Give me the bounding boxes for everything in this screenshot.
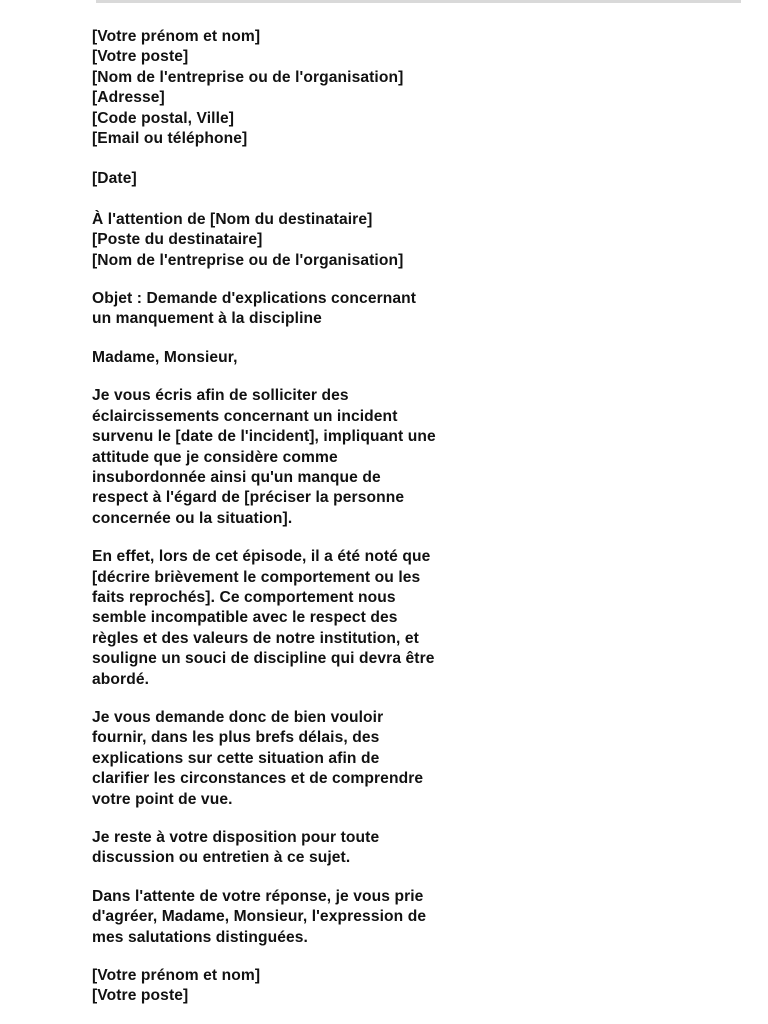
recipient-attention: À l'attention de [Nom du destinataire] bbox=[92, 210, 373, 228]
paragraph-line: survenu le [date de l'incident], impliquant une bbox=[92, 428, 436, 446]
paragraph-line: discussion ou entretien à ce sujet. bbox=[92, 849, 351, 867]
paragraph bbox=[92, 708, 742, 810]
subject-line: Objet : Demande d'explications concernant bbox=[92, 290, 417, 308]
closing-paragraph bbox=[92, 887, 742, 948]
paragraph-line: faits reprochés]. Ce comportement nous bbox=[92, 588, 396, 606]
paragraph-line: fournir, dans les plus brefs délais, des bbox=[92, 729, 380, 747]
paragraph-line: attitude que je considère comme bbox=[92, 448, 338, 466]
paragraph bbox=[92, 386, 742, 529]
recipient-block bbox=[92, 210, 742, 271]
paragraph-line: Dans l'attente de votre réponse, je vous prie bbox=[92, 887, 424, 905]
sender-contact: [Email ou téléphone] bbox=[92, 130, 248, 148]
paragraph-line: semble incompatible avec le respect des bbox=[92, 609, 398, 627]
sender-postal-city: [Code postal, Ville] bbox=[92, 109, 235, 127]
paragraph-line: explications sur cette situation afin de bbox=[92, 749, 380, 767]
signature-block bbox=[92, 966, 742, 1007]
paragraph-line: insubordonnée ainsi qu'un manque de bbox=[92, 468, 381, 486]
paragraph-line: [décrire brièvement le comportement ou les bbox=[92, 568, 421, 586]
paragraph-line: Je reste à votre disposition pour toute bbox=[92, 829, 380, 846]
date-block bbox=[92, 169, 742, 189]
subject-block bbox=[92, 289, 742, 330]
sender-block bbox=[92, 27, 742, 149]
paragraph-line: En effet, lors de cet épisode, il a été noté que bbox=[92, 548, 431, 566]
subject-line: un manquement à la discipline bbox=[92, 310, 322, 328]
signature-position: [Votre poste] bbox=[92, 987, 189, 1005]
paragraph-line: souligne un souci de discipline qui devra être bbox=[92, 650, 435, 668]
paragraph-line: concernée ou la situation]. bbox=[92, 509, 293, 527]
paragraph-line: Je vous écris afin de solliciter des bbox=[92, 387, 349, 405]
paragraph-line: d'agréer, Madame, Monsieur, l'expression de bbox=[92, 908, 427, 926]
paragraph-line: mes salutations distinguées. bbox=[92, 928, 308, 946]
paragraph-line: abordé. bbox=[92, 670, 150, 688]
paragraph bbox=[92, 547, 742, 690]
paragraph-line: clarifier les circonstances et de comprendre bbox=[92, 770, 424, 788]
sender-position: [Votre poste] bbox=[92, 48, 189, 66]
paragraph-line: votre point de vue. bbox=[92, 790, 233, 808]
top-divider bbox=[96, 0, 741, 3]
recipient-organization: [Nom de l'entreprise ou de l'organisation] bbox=[92, 251, 404, 269]
salutation: Madame, Monsieur, bbox=[92, 348, 238, 366]
sender-address: [Adresse] bbox=[92, 89, 165, 107]
letter-body bbox=[92, 27, 742, 1007]
paragraph-line: respect à l'égard de [préciser la personne bbox=[92, 489, 405, 507]
sender-organization: [Nom de l'entreprise ou de l'organisation] bbox=[92, 68, 404, 86]
paragraph-line: règles et des valeurs de notre institution, et bbox=[92, 629, 419, 647]
signature-name: [Votre prénom et nom] bbox=[92, 967, 261, 985]
recipient-position: [Poste du destinataire] bbox=[92, 231, 263, 249]
paragraph bbox=[92, 828, 742, 869]
salutation-block bbox=[92, 348, 742, 368]
sender-name: [Votre prénom et nom] bbox=[92, 28, 261, 45]
paragraph-line: éclaircissements concernant un incident bbox=[92, 407, 398, 425]
letter-date: [Date] bbox=[92, 170, 137, 188]
paragraph-line: Je vous demande donc de bien vouloir bbox=[92, 708, 384, 726]
